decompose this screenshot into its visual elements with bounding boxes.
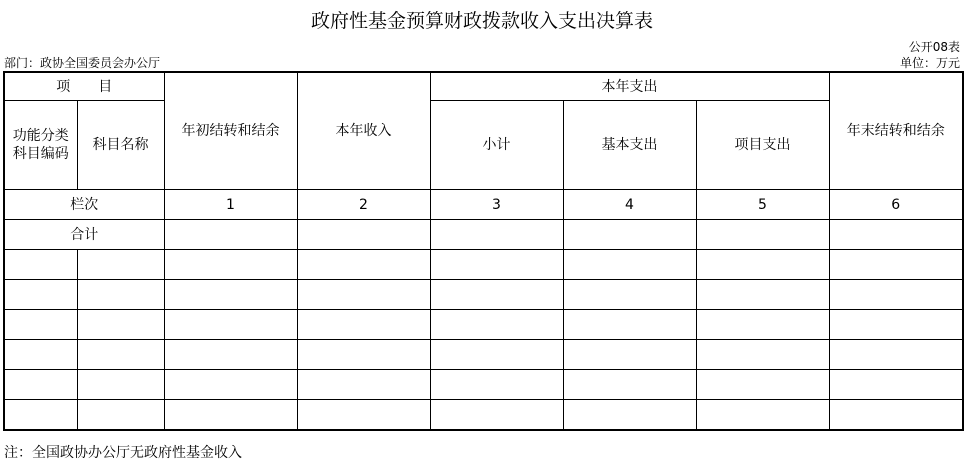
column-number: 4: [563, 190, 696, 220]
table-row: [4, 310, 963, 340]
table-cell: [563, 340, 696, 370]
table-cell: [430, 280, 563, 310]
table-cell: [164, 250, 297, 280]
table-cell: [430, 340, 563, 370]
table-cell: [563, 370, 696, 400]
table-cell: [297, 280, 430, 310]
column-number: 6: [829, 190, 963, 220]
column-number: 2: [297, 190, 430, 220]
table-cell: [430, 220, 563, 250]
total-label: 合计: [4, 220, 164, 250]
table-cell: [164, 220, 297, 250]
table-cell: [696, 220, 829, 250]
header-subject-name: 科目名称: [77, 101, 164, 190]
table-cell: [430, 370, 563, 400]
table-cell: [297, 400, 430, 431]
header-func-code: 功能分类 科目编码: [4, 101, 77, 190]
table-cell: [829, 310, 963, 340]
table-cell: [77, 400, 164, 431]
table-cell: [430, 400, 563, 431]
form-number: 公开08表: [908, 40, 960, 54]
header-end-balance: 年末结转和结余: [829, 72, 963, 190]
header-project-expense: 项目支出: [696, 101, 829, 190]
table-cell: [563, 250, 696, 280]
table-cell: [563, 280, 696, 310]
header-begin-balance: 年初结转和结余: [164, 72, 297, 190]
table-cell: [164, 400, 297, 431]
header-item: 项 目: [4, 72, 164, 101]
table-cell: [164, 280, 297, 310]
table-cell: [297, 250, 430, 280]
table-row: [4, 340, 963, 370]
table-cell: [297, 340, 430, 370]
column-number: 3: [430, 190, 563, 220]
header-current-expense: 本年支出: [430, 72, 829, 101]
header-subtotal: 小计: [430, 101, 563, 190]
table-cell: [297, 370, 430, 400]
table-cell: [77, 280, 164, 310]
table-cell: [563, 400, 696, 431]
table-cell: [4, 340, 77, 370]
table-cell: [696, 400, 829, 431]
table-cell: [77, 340, 164, 370]
table-cell: [4, 310, 77, 340]
unit-label: 单位：万元: [899, 56, 960, 70]
table-cell: [77, 250, 164, 280]
column-number: 1: [164, 190, 297, 220]
table-cell: [829, 250, 963, 280]
table-cell: [4, 400, 77, 431]
table-cell: [829, 280, 963, 310]
total-row: [4, 220, 963, 250]
footnote: 注：全国政协办公厅无政府性基金收入: [4, 445, 242, 461]
table-cell: [563, 220, 696, 250]
page-title: 政府性基金预算财政拨款收入支出决算表: [310, 10, 653, 32]
table-cell: [696, 370, 829, 400]
header-current-income: 本年收入: [297, 72, 430, 190]
table-cell: [696, 280, 829, 310]
table-cell: [829, 340, 963, 370]
table-cell: [829, 370, 963, 400]
column-number: 5: [696, 190, 829, 220]
table-cell: [430, 250, 563, 280]
column-number-row: [4, 190, 963, 220]
table-cell: [164, 340, 297, 370]
table-row: [4, 280, 963, 310]
table-cell: [297, 220, 430, 250]
table-cell: [297, 310, 430, 340]
table-cell: [4, 280, 77, 310]
table-cell: [77, 370, 164, 400]
table-cell: [430, 310, 563, 340]
department-label: 部门：政协全国委员会办公厅: [4, 56, 161, 70]
table-cell: [829, 220, 963, 250]
column-number-label: 栏次: [4, 190, 164, 220]
table-cell: [164, 370, 297, 400]
table-cell: [829, 400, 963, 431]
table-row: [4, 250, 963, 280]
table-row: [4, 370, 963, 400]
header-basic-expense: 基本支出: [563, 101, 696, 190]
table-cell: [563, 310, 696, 340]
table-cell: [696, 310, 829, 340]
table-cell: [696, 250, 829, 280]
budget-table: [3, 71, 964, 431]
table-cell: [164, 310, 297, 340]
table-cell: [696, 340, 829, 370]
table-cell: [4, 250, 77, 280]
table-row: [4, 400, 963, 431]
table-cell: [77, 310, 164, 340]
table-cell: [4, 370, 77, 400]
